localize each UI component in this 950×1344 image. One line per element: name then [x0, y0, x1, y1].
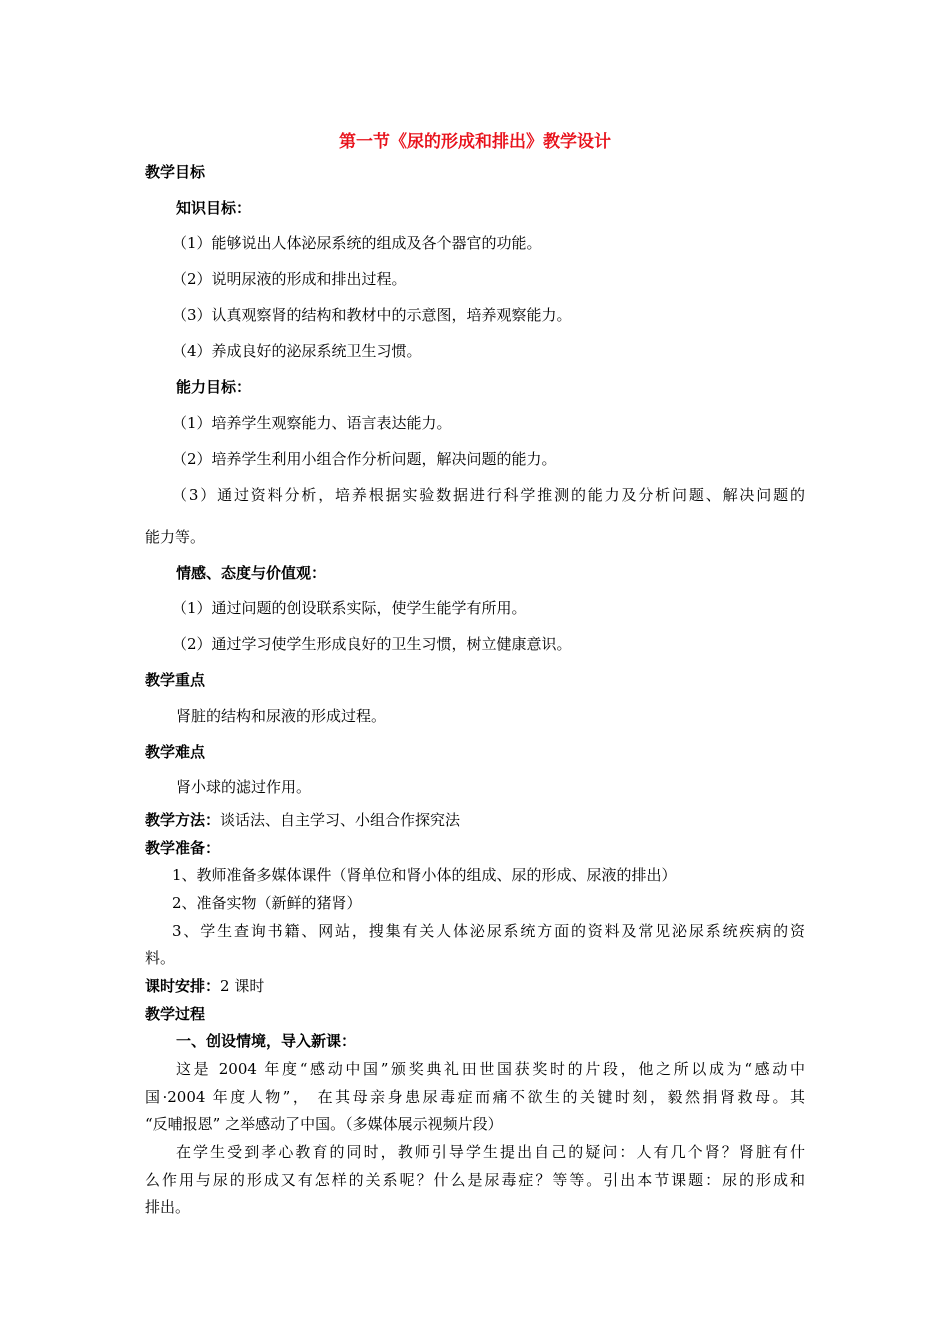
knowledge-item: （2）说明尿液的形成和排出过程。	[172, 270, 407, 288]
ability-item: （2）培养学生利用小组合作分析问题，解决问题的能力。	[172, 450, 557, 468]
paragraph-line: 在学生受到孝心教育的同时，教师引导学生提出自己的疑问：人有几个肾？肾脏有什	[176, 1143, 805, 1161]
preparation-item: 2、准备实物（新鲜的猪肾）	[172, 894, 362, 912]
subheading-emotion: 情感、态度与价值观：	[176, 564, 327, 582]
section-heading-goals: 教学目标	[145, 163, 206, 181]
emotion-item: （1）通过问题的创设联系实际，使学生能学有所用。	[172, 599, 527, 617]
paragraph-line: 国·2004 年度人物”， 在其母亲身患尿毒症而痛不欲生的关键时刻，毅然捐肾救母。其	[145, 1088, 805, 1106]
knowledge-item: （1）能够说出人体泌尿系统的组成及各个器官的功能。	[172, 234, 542, 252]
schedule-value: 2 课时	[220, 977, 265, 995]
paragraph-line: 这是 2004 年度“感动中国”颁奖典礼田世国获奖时的片段，他之所以成为“感动中	[176, 1060, 805, 1078]
document-title: 第一节《尿的形成和排出》教学设计	[339, 132, 611, 152]
key-points-text: 肾脏的结构和尿液的形成过程。	[176, 707, 387, 725]
paragraph-line: “反哺报恩” 之举感动了中国。（多媒体展示视频片段）	[145, 1115, 503, 1133]
paragraph-line: 么作用与尿的形成又有怎样的关系呢？什么是尿毒症？等等。引出本节课题：尿的形成和	[145, 1171, 805, 1189]
ability-item: （1）培养学生观察能力、语言表达能力。	[172, 414, 452, 432]
methods-text: 谈话法、自主学习、小组合作探究法	[220, 811, 461, 829]
preparation-item: 1、教师准备多媒体课件（肾单位和肾小体的组成、尿的形成、尿液的排出）	[172, 866, 677, 884]
step-one-heading: 一、创设情境，导入新课：	[176, 1032, 357, 1050]
section-heading-process: 教学过程	[145, 1005, 206, 1023]
knowledge-item: （3）认真观察肾的结构和教材中的示意图，培养观察能力。	[172, 306, 572, 324]
paragraph-line: 排出。	[145, 1198, 191, 1216]
methods-label: 教学方法：	[145, 811, 221, 829]
subheading-knowledge: 知识目标：	[176, 199, 252, 217]
class-schedule	[145, 976, 264, 996]
ability-item: （3）通过资料分析，培养根据实验数据进行科学推测的能力及分析问题、解决问题的	[172, 486, 805, 504]
section-heading-preparation: 教学准备：	[145, 839, 221, 857]
ability-item-continued: 能力等。	[145, 528, 206, 546]
preparation-item-continued: 料。	[145, 949, 176, 967]
schedule-label: 课时安排：	[145, 977, 221, 995]
section-heading-key-points: 教学重点	[145, 671, 206, 689]
section-heading-difficulties: 教学难点	[145, 743, 206, 761]
teaching-methods	[145, 810, 460, 830]
preparation-item: 3、学生查询书籍、网站，搜集有关人体泌尿系统方面的资料及常见泌尿系统疾病的资	[172, 922, 805, 940]
subheading-ability: 能力目标：	[176, 378, 252, 396]
difficulties-text: 肾小球的滤过作用。	[176, 778, 312, 796]
emotion-item: （2）通过学习使学生形成良好的卫生习惯，树立健康意识。	[172, 635, 572, 653]
knowledge-item: （4）养成良好的泌尿系统卫生习惯。	[172, 342, 422, 360]
